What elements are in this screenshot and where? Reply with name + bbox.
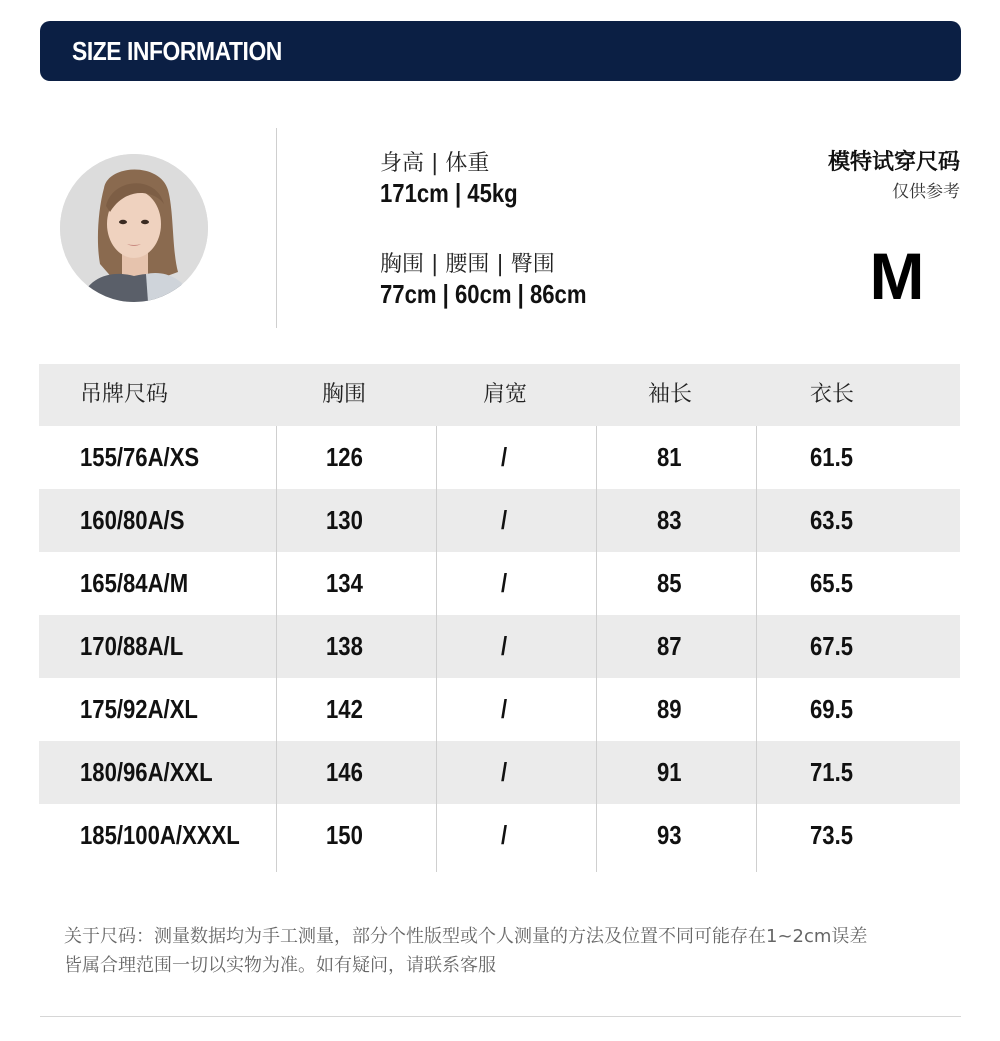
bottom-divider	[40, 1016, 961, 1017]
cell-sleeve: 87	[657, 631, 682, 661]
cell-chest: 130	[326, 505, 363, 535]
height-weight-label: 身高 | 体重	[380, 151, 490, 176]
header-banner	[40, 21, 961, 81]
fit-size-title: 模特试穿尺码	[827, 150, 960, 175]
table-row	[39, 489, 960, 552]
cell-length: 63.5	[810, 505, 854, 535]
size-note-line: 皆属合理范围一切以实物为准。如有疑问，请联系客服	[64, 955, 496, 976]
column-divider	[276, 426, 277, 872]
header-shoulder: 肩宽	[483, 382, 528, 407]
cell-chest: 138	[326, 631, 363, 661]
cell-sleeve: 93	[657, 820, 682, 850]
size-table	[39, 364, 960, 867]
cell-sleeve: 83	[657, 505, 682, 535]
table-header	[39, 364, 960, 426]
cell-length: 65.5	[810, 568, 854, 598]
cell-tag-size: 170/88A/L	[80, 631, 184, 661]
cell-chest: 142	[326, 694, 363, 724]
measurements-label: 胸围 | 腰围 | 臀围	[380, 252, 555, 277]
cell-tag-size: 155/76A/XS	[80, 442, 200, 472]
column-divider	[436, 426, 437, 872]
header-tag-size: 吊牌尺码	[80, 382, 169, 407]
cell-chest: 134	[326, 568, 363, 598]
cell-shoulder: /	[501, 820, 508, 850]
cell-length: 69.5	[810, 694, 854, 724]
cell-shoulder: /	[501, 757, 508, 787]
cell-length: 61.5	[810, 442, 854, 472]
cell-shoulder: /	[501, 694, 508, 724]
cell-length: 67.5	[810, 631, 854, 661]
cell-shoulder: /	[501, 505, 508, 535]
table-row	[39, 741, 960, 804]
size-note-line: 关于尺码：测量数据均为手工测量，部分个性版型或个人测量的方法及位置不同可能存在1~2cm误差	[64, 926, 868, 947]
cell-tag-size: 180/96A/XXL	[80, 757, 213, 787]
table-row	[39, 678, 960, 741]
cell-tag-size: 165/84A/M	[80, 568, 189, 598]
cell-length: 71.5	[810, 757, 854, 787]
cell-chest: 146	[326, 757, 363, 787]
cell-tag-size: 185/100A/XXXL	[80, 820, 240, 850]
cell-chest: 126	[326, 442, 363, 472]
cell-sleeve: 81	[657, 442, 682, 472]
column-divider	[596, 426, 597, 872]
cell-chest: 150	[326, 820, 363, 850]
header-chest: 胸围	[322, 382, 367, 407]
cell-shoulder: /	[501, 631, 508, 661]
model-divider	[276, 128, 277, 328]
cell-sleeve: 85	[657, 568, 682, 598]
fit-size-value: M	[869, 239, 925, 313]
table-row	[39, 426, 960, 489]
measurements-value: 77cm | 60cm | 86cm	[380, 279, 587, 309]
table-row	[39, 804, 960, 867]
cell-length: 73.5	[810, 820, 854, 850]
cell-sleeve: 91	[657, 757, 682, 787]
table-row	[39, 552, 960, 615]
banner-title: SIZE INFORMATION	[72, 36, 282, 66]
column-divider	[756, 426, 757, 872]
cell-shoulder: /	[501, 442, 508, 472]
cell-sleeve: 89	[657, 694, 682, 724]
cell-shoulder: /	[501, 568, 508, 598]
cell-tag-size: 160/80A/S	[80, 505, 185, 535]
header-sleeve: 袖长	[648, 382, 693, 407]
fit-size-subtitle: 仅供参考	[892, 182, 960, 202]
table-row	[39, 615, 960, 678]
height-weight-value: 171cm | 45kg	[380, 178, 518, 208]
header-length: 衣长	[810, 382, 855, 407]
cell-tag-size: 175/92A/XL	[80, 694, 198, 724]
size-note	[64, 922, 964, 980]
model-avatar	[60, 154, 208, 302]
